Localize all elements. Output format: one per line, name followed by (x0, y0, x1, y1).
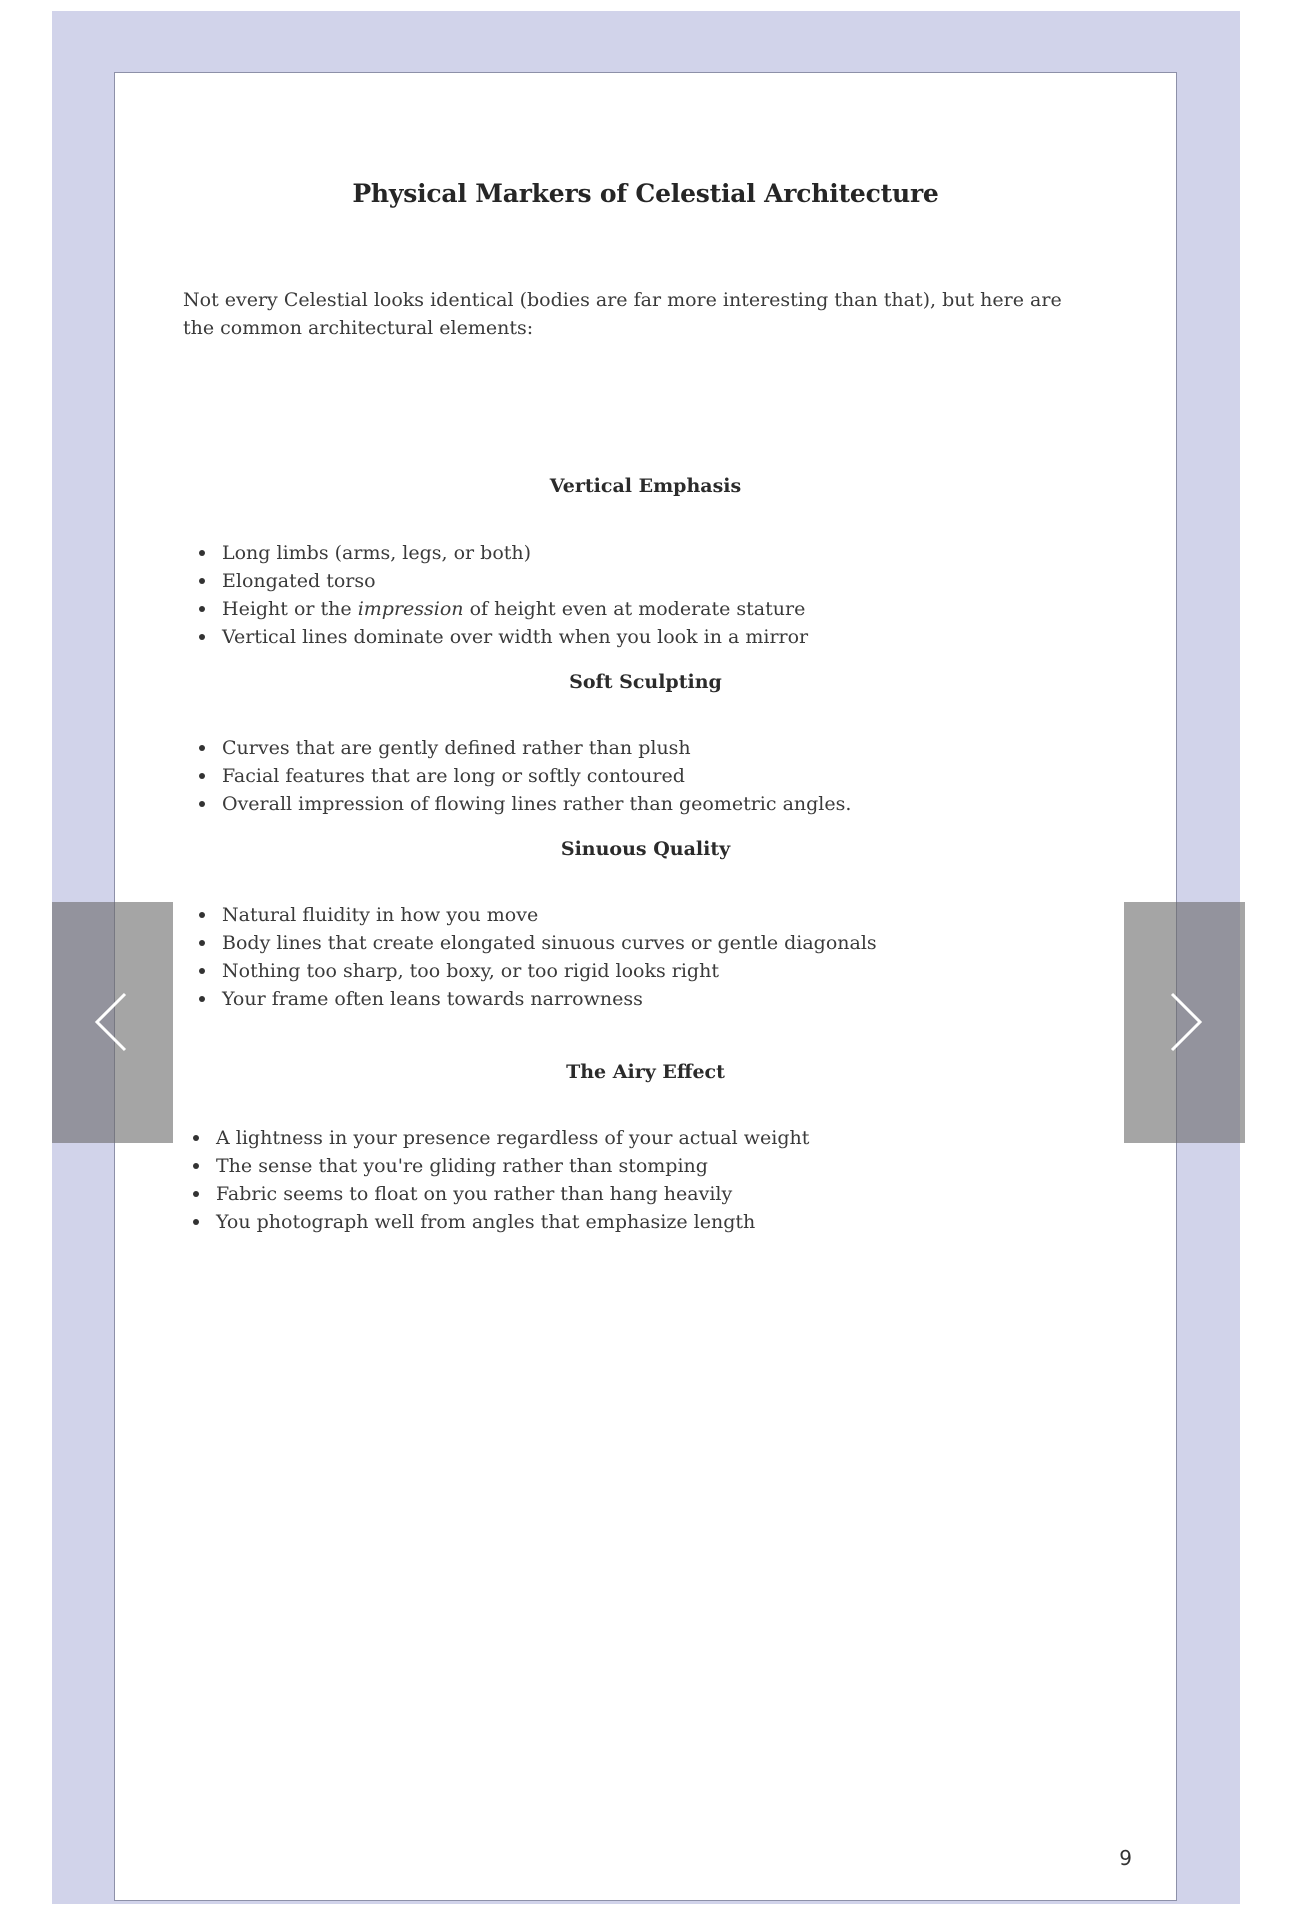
document-viewer (52, 11, 1240, 1904)
document-page (114, 72, 1177, 1901)
bullet-icon (199, 745, 205, 751)
intro-paragraph: Not every Celestial looks identical (bodies are far more interesting than that), but here are the common architectural elements: (183, 289, 1062, 339)
bullet-icon (199, 801, 205, 807)
section-heading-vertical-emphasis: Vertical Emphasis (549, 475, 742, 497)
bullet-icon (199, 550, 205, 556)
list-item: Fabric seems to float on you rather than hang heavily (216, 1180, 809, 1208)
list-item: Vertical lines dominate over width when you look in a mirror (222, 623, 808, 651)
chevron-right-icon (1164, 992, 1204, 1052)
section-heading-sinuous-quality: Sinuous Quality (560, 838, 731, 860)
bullet-icon (199, 578, 205, 584)
bullet-icon (199, 940, 205, 946)
list-item: The sense that you're gliding rather than stomping (216, 1152, 809, 1180)
page-title: Physical Markers of Celestial Architecture (352, 179, 939, 208)
list-item: Overall impression of flowing lines rather than geometric angles. (222, 790, 851, 818)
list-item: Natural fluidity in how you move (222, 901, 877, 929)
page-number: 9 (1119, 1846, 1132, 1870)
bullet-icon (199, 996, 205, 1002)
list-item: Height or the impression of height even at moderate stature (222, 595, 808, 623)
list-item: Curves that are gently defined rather than plush (222, 734, 851, 762)
bullet-icon (199, 606, 205, 612)
bullet-icon (199, 968, 205, 974)
next-page-button[interactable] (1124, 902, 1245, 1143)
list-item: Your frame often leans towards narrowness (222, 985, 877, 1013)
previous-page-button[interactable] (52, 902, 173, 1143)
chevron-left-icon (93, 992, 133, 1052)
sinuous-quality-list (222, 901, 877, 1013)
bullet-icon (199, 912, 205, 918)
bullet-icon (193, 1163, 199, 1169)
list-item: Long limbs (arms, legs, or both) (222, 539, 808, 567)
list-item: Facial features that are long or softly contoured (222, 762, 851, 790)
bullet-icon (193, 1219, 199, 1225)
bullet-icon (199, 634, 205, 640)
bullet-icon (193, 1191, 199, 1197)
list-item: Elongated torso (222, 567, 808, 595)
vertical-emphasis-list (222, 539, 808, 651)
airy-effect-list (216, 1124, 809, 1236)
list-item: You photograph well from angles that emphasize length (216, 1208, 809, 1236)
section-heading-soft-sculpting: Soft Sculpting (569, 671, 722, 693)
list-item: Nothing too sharp, too boxy, or too rigid looks right (222, 957, 877, 985)
list-item: Body lines that create elongated sinuous curves or gentle diagonals (222, 929, 877, 957)
list-item: A lightness in your presence regardless of your actual weight (216, 1124, 809, 1152)
bullet-icon (193, 1135, 199, 1141)
section-heading-airy-effect: The Airy Effect (566, 1061, 725, 1083)
bullet-icon (199, 773, 205, 779)
soft-sculpting-list (222, 734, 851, 818)
emphasis-text: impression (357, 598, 464, 620)
